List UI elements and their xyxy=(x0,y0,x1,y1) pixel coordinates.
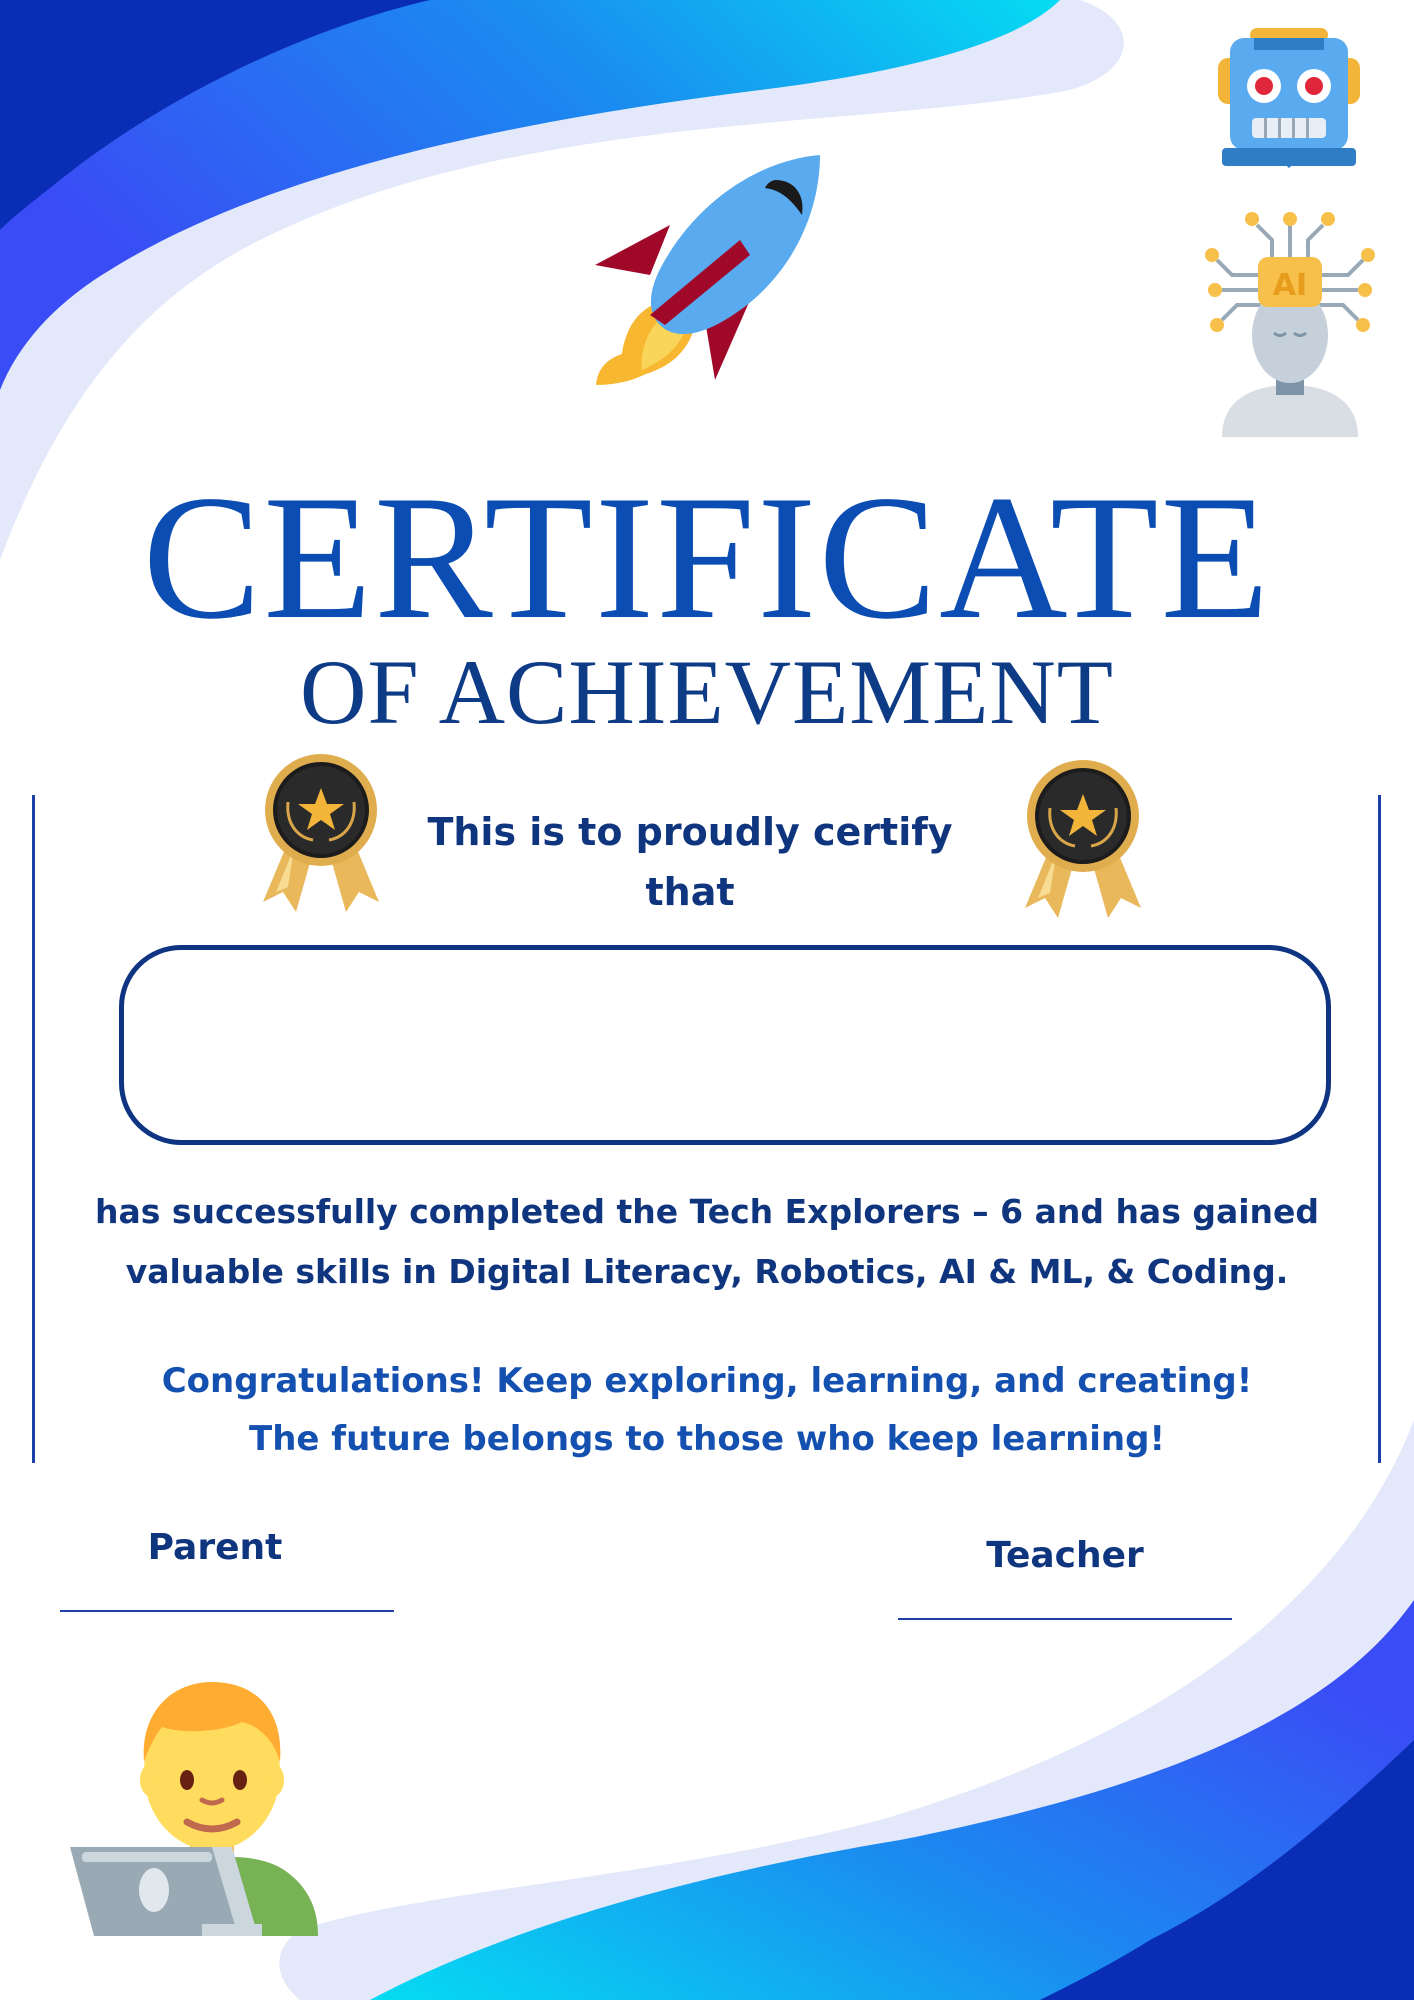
congratulations-message xyxy=(80,1352,1334,1468)
congrats-line-2: The future belongs to those who keep learning! xyxy=(249,1419,1165,1459)
medal-icon xyxy=(1020,758,1146,918)
certify-line: This is to proudly certify that xyxy=(427,810,953,914)
congrats-line-1: Congratulations! Keep exploring, learning, and creating! xyxy=(161,1361,1253,1401)
teacher-signature-label: Teacher xyxy=(986,1535,1144,1576)
certificate-subtitle: OF ACHIEVEMENT xyxy=(300,641,1114,743)
teacher-signature-line[interactable] xyxy=(898,1618,1232,1620)
rocket-icon xyxy=(590,150,830,390)
parent-signature-line[interactable] xyxy=(60,1610,394,1612)
recipient-name-box[interactable] xyxy=(119,945,1331,1145)
achievement-description xyxy=(80,1182,1334,1302)
robot-icon xyxy=(1218,28,1360,168)
parent-signature-label: Parent xyxy=(147,1527,283,1568)
right-border-line xyxy=(1378,795,1381,1463)
description-line-1: has successfully completed the Tech Explorers – 6 and has gained xyxy=(94,1192,1320,1231)
developer-icon xyxy=(62,1672,322,1936)
medal-icon xyxy=(258,752,384,912)
description-line-2: valuable skills in Digital Literacy, Robotics, AI & ML, & Coding. xyxy=(125,1252,1289,1291)
svg-text:AI: AI xyxy=(1272,268,1308,303)
certificate-title: CERTIFICATE xyxy=(142,458,1272,656)
left-border-line xyxy=(32,795,35,1463)
ai-head-icon xyxy=(1202,205,1378,437)
